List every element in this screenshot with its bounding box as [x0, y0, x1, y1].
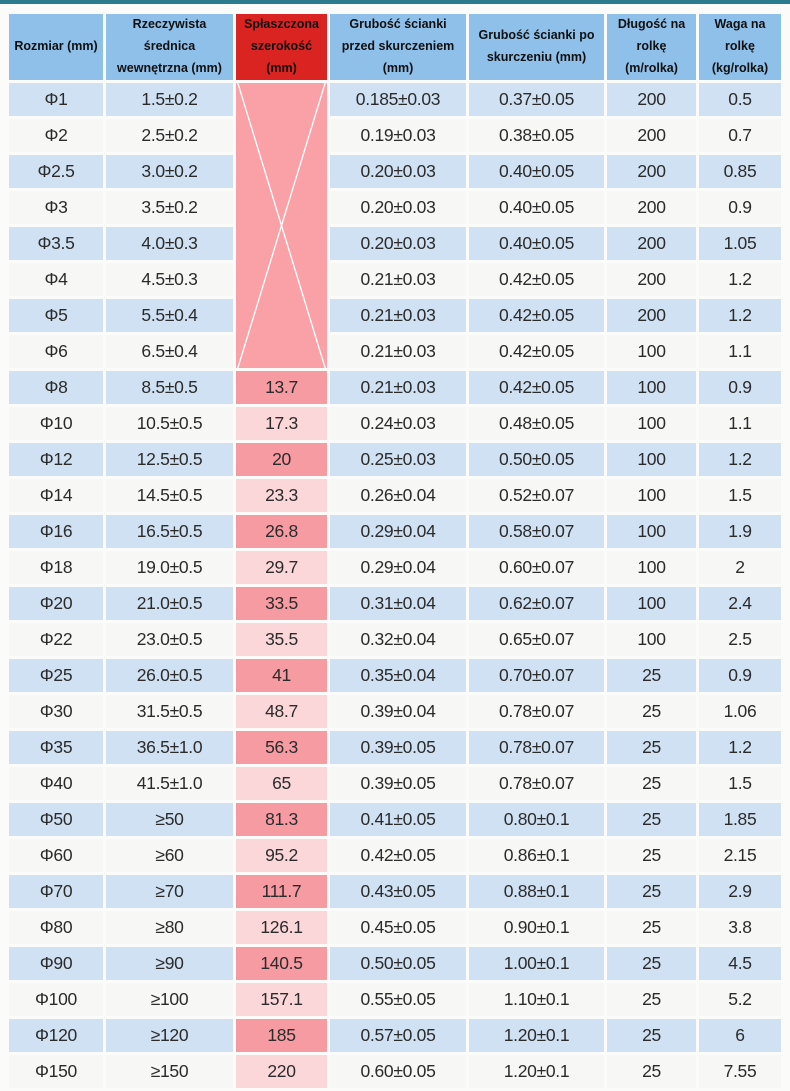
wall-thickness-after-cell: 1.10±0.1 — [469, 983, 604, 1016]
roll-length-cell: 25 — [607, 1019, 696, 1052]
roll-length-cell: 100 — [607, 623, 696, 656]
table-row — [9, 587, 781, 620]
size-cell: Φ100 — [9, 983, 103, 1016]
flattened-width-cell: 17.3 — [236, 407, 327, 440]
table-row — [9, 983, 781, 1016]
wall-thickness-after-cell: 0.37±0.05 — [469, 83, 604, 116]
wall-thickness-before-cell: 0.31±0.04 — [330, 587, 466, 620]
column-header-wall-after: Grubość ścianki po skurczeniu (mm) — [469, 14, 604, 80]
inner-diameter-cell: 19.0±0.5 — [106, 551, 233, 584]
size-cell: Φ18 — [9, 551, 103, 584]
roll-weight-cell: 1.2 — [699, 299, 781, 332]
wall-thickness-before-cell: 0.20±0.03 — [330, 155, 466, 188]
roll-weight-cell: 0.5 — [699, 83, 781, 116]
table-row — [9, 407, 781, 440]
flattened-width-cell: 23.3 — [236, 479, 327, 512]
inner-diameter-cell: 3.0±0.2 — [106, 155, 233, 188]
wall-thickness-after-cell: 0.65±0.07 — [469, 623, 604, 656]
column-header-wall-before: Grubość ścianki przed skurczeniem (mm) — [330, 14, 466, 80]
flattened-width-cell: 35.5 — [236, 623, 327, 656]
wall-thickness-before-cell: 0.29±0.04 — [330, 551, 466, 584]
inner-diameter-cell: ≥50 — [106, 803, 233, 836]
roll-length-cell: 25 — [607, 875, 696, 908]
wall-thickness-after-cell: 0.50±0.05 — [469, 443, 604, 476]
wall-thickness-after-cell: 1.20±0.1 — [469, 1019, 604, 1052]
roll-weight-cell: 0.7 — [699, 119, 781, 152]
roll-length-cell: 25 — [607, 947, 696, 980]
wall-thickness-after-cell: 0.52±0.07 — [469, 479, 604, 512]
column-header-inner-diameter: Rzeczywista średnica wewnętrzna (mm) — [106, 14, 233, 80]
flattened-width-cell: 41 — [236, 659, 327, 692]
roll-length-cell: 25 — [607, 911, 696, 944]
wall-thickness-before-cell: 0.39±0.04 — [330, 695, 466, 728]
table-row — [9, 191, 781, 224]
roll-weight-cell: 1.5 — [699, 479, 781, 512]
roll-length-cell: 25 — [607, 731, 696, 764]
table-row — [9, 1019, 781, 1052]
roll-length-cell: 25 — [607, 695, 696, 728]
inner-diameter-cell: 21.0±0.5 — [106, 587, 233, 620]
flattened-width-cell: 29.7 — [236, 551, 327, 584]
roll-weight-cell: 2.15 — [699, 839, 781, 872]
size-cell: Φ16 — [9, 515, 103, 548]
flattened-width-cell: 111.7 — [236, 875, 327, 908]
wall-thickness-after-cell: 0.86±0.1 — [469, 839, 604, 872]
roll-length-cell: 200 — [607, 119, 696, 152]
wall-thickness-after-cell: 0.42±0.05 — [469, 335, 604, 368]
wall-thickness-after-cell: 0.88±0.1 — [469, 875, 604, 908]
wall-thickness-after-cell: 0.90±0.1 — [469, 911, 604, 944]
wall-thickness-after-cell: 0.40±0.05 — [469, 191, 604, 224]
flattened-width-cell: 126.1 — [236, 911, 327, 944]
table-row — [9, 551, 781, 584]
table-row — [9, 947, 781, 980]
wall-thickness-after-cell: 0.38±0.05 — [469, 119, 604, 152]
size-cell: Φ4 — [9, 263, 103, 296]
flattened-width-not-applicable-cell — [236, 83, 327, 368]
size-cell: Φ30 — [9, 695, 103, 728]
roll-length-cell: 25 — [607, 839, 696, 872]
roll-length-cell: 200 — [607, 263, 696, 296]
wall-thickness-before-cell: 0.32±0.04 — [330, 623, 466, 656]
header-row — [9, 14, 781, 80]
wall-thickness-before-cell: 0.39±0.05 — [330, 767, 466, 800]
inner-diameter-cell: 5.5±0.4 — [106, 299, 233, 332]
table-row — [9, 299, 781, 332]
wall-thickness-after-cell: 0.42±0.05 — [469, 371, 604, 404]
table-row — [9, 1055, 781, 1088]
table-row — [9, 803, 781, 836]
inner-diameter-cell: ≥60 — [106, 839, 233, 872]
flattened-width-cell: 20 — [236, 443, 327, 476]
roll-weight-cell: 0.9 — [699, 371, 781, 404]
wall-thickness-before-cell: 0.35±0.04 — [330, 659, 466, 692]
roll-weight-cell: 7.55 — [699, 1055, 781, 1088]
roll-weight-cell: 4.5 — [699, 947, 781, 980]
roll-length-cell: 25 — [607, 803, 696, 836]
inner-diameter-cell: 14.5±0.5 — [106, 479, 233, 512]
table-row — [9, 227, 781, 260]
table-row — [9, 119, 781, 152]
size-cell: Φ3.5 — [9, 227, 103, 260]
wall-thickness-after-cell: 0.42±0.05 — [469, 299, 604, 332]
inner-diameter-cell: ≥100 — [106, 983, 233, 1016]
roll-length-cell: 100 — [607, 371, 696, 404]
wall-thickness-after-cell: 0.78±0.07 — [469, 731, 604, 764]
wall-thickness-before-cell: 0.29±0.04 — [330, 515, 466, 548]
wall-thickness-before-cell: 0.20±0.03 — [330, 227, 466, 260]
size-cell: Φ10 — [9, 407, 103, 440]
size-cell: Φ3 — [9, 191, 103, 224]
roll-length-cell: 200 — [607, 191, 696, 224]
roll-weight-cell: 1.06 — [699, 695, 781, 728]
roll-weight-cell: 0.9 — [699, 659, 781, 692]
flattened-width-cell: 48.7 — [236, 695, 327, 728]
inner-diameter-cell: 4.5±0.3 — [106, 263, 233, 296]
roll-length-cell: 200 — [607, 299, 696, 332]
flattened-width-cell: 140.5 — [236, 947, 327, 980]
column-header-flattened-width: Spłaszczona szerokość (mm) — [236, 14, 327, 80]
inner-diameter-cell: 26.0±0.5 — [106, 659, 233, 692]
size-cell: Φ40 — [9, 767, 103, 800]
wall-thickness-after-cell: 0.42±0.05 — [469, 263, 604, 296]
roll-weight-cell: 6 — [699, 1019, 781, 1052]
inner-diameter-cell: 10.5±0.5 — [106, 407, 233, 440]
table-row — [9, 839, 781, 872]
inner-diameter-cell: ≥90 — [106, 947, 233, 980]
wall-thickness-before-cell: 0.19±0.03 — [330, 119, 466, 152]
flattened-width-cell: 95.2 — [236, 839, 327, 872]
roll-weight-cell: 0.9 — [699, 191, 781, 224]
size-cell: Φ1 — [9, 83, 103, 116]
wall-thickness-before-cell: 0.25±0.03 — [330, 443, 466, 476]
inner-diameter-cell: 41.5±1.0 — [106, 767, 233, 800]
flattened-width-cell: 26.8 — [236, 515, 327, 548]
wall-thickness-before-cell: 0.21±0.03 — [330, 371, 466, 404]
wall-thickness-before-cell: 0.50±0.05 — [330, 947, 466, 980]
roll-length-cell: 100 — [607, 335, 696, 368]
table-row — [9, 371, 781, 404]
roll-weight-cell: 2.9 — [699, 875, 781, 908]
flattened-width-cell: 33.5 — [236, 587, 327, 620]
roll-length-cell: 200 — [607, 155, 696, 188]
table-row — [9, 155, 781, 188]
wall-thickness-before-cell: 0.60±0.05 — [330, 1055, 466, 1088]
roll-weight-cell: 2.5 — [699, 623, 781, 656]
roll-weight-cell: 1.2 — [699, 731, 781, 764]
table-row — [9, 263, 781, 296]
column-header-roll-weight: Waga na rolkę (kg/rolka) — [699, 14, 781, 80]
roll-weight-cell: 1.9 — [699, 515, 781, 548]
roll-weight-cell: 1.05 — [699, 227, 781, 260]
size-cell: Φ50 — [9, 803, 103, 836]
roll-weight-cell: 1.1 — [699, 407, 781, 440]
roll-weight-cell: 2 — [699, 551, 781, 584]
size-cell: Φ90 — [9, 947, 103, 980]
table-row — [9, 767, 781, 800]
roll-weight-cell: 3.8 — [699, 911, 781, 944]
roll-weight-cell: 0.85 — [699, 155, 781, 188]
roll-length-cell: 200 — [607, 227, 696, 260]
flattened-width-cell: 185 — [236, 1019, 327, 1052]
wall-thickness-after-cell: 0.70±0.07 — [469, 659, 604, 692]
wall-thickness-after-cell: 1.00±0.1 — [469, 947, 604, 980]
roll-weight-cell: 2.4 — [699, 587, 781, 620]
wall-thickness-after-cell: 0.80±0.1 — [469, 803, 604, 836]
wall-thickness-after-cell: 1.20±0.1 — [469, 1055, 604, 1088]
inner-diameter-cell: 4.0±0.3 — [106, 227, 233, 260]
inner-diameter-cell: ≥70 — [106, 875, 233, 908]
wall-thickness-after-cell: 0.40±0.05 — [469, 155, 604, 188]
x-cross-icon — [236, 83, 327, 368]
inner-diameter-cell: ≥80 — [106, 911, 233, 944]
inner-diameter-cell: 23.0±0.5 — [106, 623, 233, 656]
wall-thickness-before-cell: 0.21±0.03 — [330, 335, 466, 368]
wall-thickness-after-cell: 0.60±0.07 — [469, 551, 604, 584]
inner-diameter-cell: ≥120 — [106, 1019, 233, 1052]
roll-weight-cell: 1.2 — [699, 263, 781, 296]
table-row — [9, 731, 781, 764]
inner-diameter-cell: 12.5±0.5 — [106, 443, 233, 476]
wall-thickness-before-cell: 0.42±0.05 — [330, 839, 466, 872]
table-row — [9, 83, 781, 116]
flattened-width-cell: 13.7 — [236, 371, 327, 404]
roll-length-cell: 100 — [607, 515, 696, 548]
size-cell: Φ2 — [9, 119, 103, 152]
table-row — [9, 623, 781, 656]
table-row — [9, 911, 781, 944]
roll-length-cell: 100 — [607, 407, 696, 440]
inner-diameter-cell: 1.5±0.2 — [106, 83, 233, 116]
column-header-roll-length: Długość na rolkę (m/rolka) — [607, 14, 696, 80]
size-cell: Φ80 — [9, 911, 103, 944]
roll-length-cell: 100 — [607, 587, 696, 620]
flattened-width-cell: 81.3 — [236, 803, 327, 836]
roll-length-cell: 100 — [607, 443, 696, 476]
wall-thickness-after-cell: 0.78±0.07 — [469, 767, 604, 800]
size-cell: Φ60 — [9, 839, 103, 872]
roll-weight-cell: 1.2 — [699, 443, 781, 476]
column-header-size: Rozmiar (mm) — [9, 14, 103, 80]
flattened-width-cell: 157.1 — [236, 983, 327, 1016]
size-cell: Φ5 — [9, 299, 103, 332]
size-cell: Φ20 — [9, 587, 103, 620]
roll-weight-cell: 1.1 — [699, 335, 781, 368]
size-cell: Φ6 — [9, 335, 103, 368]
table-body — [9, 83, 781, 1088]
wall-thickness-before-cell: 0.39±0.05 — [330, 731, 466, 764]
roll-length-cell: 25 — [607, 659, 696, 692]
size-cell: Φ25 — [9, 659, 103, 692]
wall-thickness-before-cell: 0.24±0.03 — [330, 407, 466, 440]
roll-weight-cell: 1.85 — [699, 803, 781, 836]
inner-diameter-cell: 16.5±0.5 — [106, 515, 233, 548]
wall-thickness-after-cell: 0.58±0.07 — [469, 515, 604, 548]
size-cell: Φ14 — [9, 479, 103, 512]
wall-thickness-before-cell: 0.45±0.05 — [330, 911, 466, 944]
size-cell: Φ8 — [9, 371, 103, 404]
table-row — [9, 335, 781, 368]
inner-diameter-cell: 6.5±0.4 — [106, 335, 233, 368]
table-row — [9, 479, 781, 512]
roll-length-cell: 100 — [607, 551, 696, 584]
wall-thickness-before-cell: 0.43±0.05 — [330, 875, 466, 908]
flattened-width-cell: 220 — [236, 1055, 327, 1088]
table-row — [9, 875, 781, 908]
wall-thickness-before-cell: 0.21±0.03 — [330, 263, 466, 296]
inner-diameter-cell: 2.5±0.2 — [106, 119, 233, 152]
roll-weight-cell: 5.2 — [699, 983, 781, 1016]
size-cell: Φ70 — [9, 875, 103, 908]
wall-thickness-before-cell: 0.20±0.03 — [330, 191, 466, 224]
inner-diameter-cell: ≥150 — [106, 1055, 233, 1088]
roll-weight-cell: 1.5 — [699, 767, 781, 800]
wall-thickness-before-cell: 0.26±0.04 — [330, 479, 466, 512]
roll-length-cell: 25 — [607, 767, 696, 800]
top-divider-line — [0, 0, 790, 4]
size-cell: Φ150 — [9, 1055, 103, 1088]
wall-thickness-before-cell: 0.55±0.05 — [330, 983, 466, 1016]
wall-thickness-before-cell: 0.21±0.03 — [330, 299, 466, 332]
size-cell: Φ35 — [9, 731, 103, 764]
wall-thickness-after-cell: 0.48±0.05 — [469, 407, 604, 440]
inner-diameter-cell: 3.5±0.2 — [106, 191, 233, 224]
roll-length-cell: 100 — [607, 479, 696, 512]
roll-length-cell: 25 — [607, 1055, 696, 1088]
table-row — [9, 659, 781, 692]
wall-thickness-before-cell: 0.57±0.05 — [330, 1019, 466, 1052]
roll-length-cell: 25 — [607, 983, 696, 1016]
wall-thickness-after-cell: 0.62±0.07 — [469, 587, 604, 620]
size-cell: Φ22 — [9, 623, 103, 656]
inner-diameter-cell: 8.5±0.5 — [106, 371, 233, 404]
inner-diameter-cell: 36.5±1.0 — [106, 731, 233, 764]
table-row — [9, 695, 781, 728]
wall-thickness-before-cell: 0.41±0.05 — [330, 803, 466, 836]
wall-thickness-after-cell: 0.40±0.05 — [469, 227, 604, 260]
roll-length-cell: 200 — [607, 83, 696, 116]
wall-thickness-before-cell: 0.185±0.03 — [330, 83, 466, 116]
size-cell: Φ12 — [9, 443, 103, 476]
flattened-width-cell: 65 — [236, 767, 327, 800]
size-cell: Φ2.5 — [9, 155, 103, 188]
table-row — [9, 443, 781, 476]
size-cell: Φ120 — [9, 1019, 103, 1052]
inner-diameter-cell: 31.5±0.5 — [106, 695, 233, 728]
heat-shrink-tubing-spec-table — [6, 11, 784, 1091]
wall-thickness-after-cell: 0.78±0.07 — [469, 695, 604, 728]
table-row — [9, 515, 781, 548]
flattened-width-cell: 56.3 — [236, 731, 327, 764]
